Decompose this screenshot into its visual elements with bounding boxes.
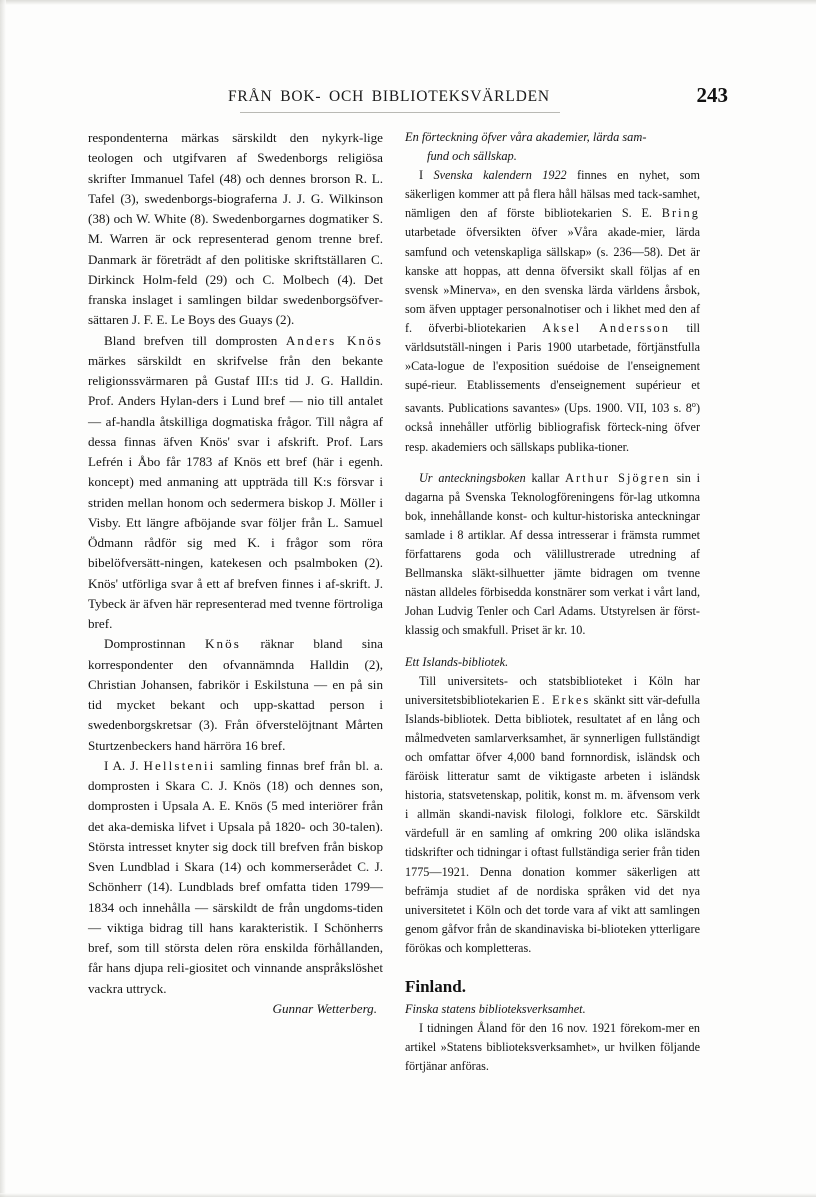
book-title-ur-anteckningsboken: Ur anteckningsboken <box>419 470 526 485</box>
proper-name-anders-knos: Anders Knös <box>285 332 383 348</box>
country-heading-finland: Finland. <box>405 977 466 996</box>
paragraph-spacer <box>405 457 700 469</box>
paragraph-tidningen-aland: I tidningen Åland för den 16 nov. 1921 förekom-mer en artikel »Statens biblioteksverksamhet», ur hvilken följande förtjänar anföras. <box>405 1021 700 1074</box>
running-head-rule <box>240 112 560 113</box>
paragraph-text-mid: finnes en nyhet, som säkerligen kommer att på flera håll hälsas med tack-samhet, nämligen den af förste bibliotekarien S. E. <box>405 168 700 221</box>
proper-name-aksel-andersson: Aksel Andersson <box>542 320 671 335</box>
paragraph-islands-bibliotek <box>405 672 700 958</box>
article-signature: Gunnar Wetterberg. <box>272 1000 377 1016</box>
section-heading-finska-statens: Finska statens biblioteksverksamhet. <box>405 1002 586 1016</box>
paragraph-svenska-kalendern <box>405 166 700 456</box>
right-column <box>405 128 700 1076</box>
paragraph-text-pre: Bland brefven till domprosten <box>104 332 286 348</box>
paragraph-text-pre: I A. J. <box>104 757 144 773</box>
running-head <box>88 83 728 116</box>
section-heading-line-2: fund och sällskap. <box>427 149 517 164</box>
section-spacer <box>405 641 700 653</box>
left-column <box>88 128 383 1076</box>
paragraph-text-post: skänkt sitt vär-defulla Islands-bibliotek. Detta bibliotek, resultatet af en lång och målmedveten samlarverksamhet, är synnerligen fullständigt och omfattar öfver 4,000 band fornnordisk, isländsk och färöisk litteratur samt de viktigaste arbeten i isländsk historia, statsvetenskap, politik, konst m. m. äfvensom verk i allmän skandi-navisk filologi, folklore etc. Särskildt värdefull är en samling af omkring 200 olika isländska tidskrifter och tidningar i oftast fullständiga serier från tiden 1775—1921. Denna donation kommer säkerligen att befrämja studiet af de nordiska språken vid det nya universitetet i Köln och det torde vara af vikt att samlingen genom gåfvor från de skandinaviska bi-blioteken ytterligare förökas och kompletteras. <box>405 692 701 955</box>
proper-name-knos: Knös <box>204 636 241 652</box>
scan-edge-top <box>0 0 816 5</box>
paragraph-hellstenii <box>88 756 383 999</box>
proper-name-hellstenii: Hellstenii <box>143 757 216 773</box>
paragraph-text-post: till världsutställ-ningen i Paris 1900 utarbetade, förtjänstfulla »Cata-logue de l'exposition suédoise de l'enseignement supé-rieur. Etablissements d'enseignement supérieur et savants. Publications savantes» (Ups. 1900. VII, 103 s. 8 <box>405 320 700 416</box>
section-heading-islands-bibliotek: Ett Islands-bibliotek. <box>405 654 509 669</box>
scan-edge-bottom <box>0 1193 816 1197</box>
superscript-octavo: o <box>691 400 696 410</box>
page-number: 243 <box>696 83 728 107</box>
paragraph-text-pre: Till universitets- och statsbiblioteket i Köln har universitetsbibliotekarien <box>405 673 700 707</box>
paragraph-anders-knos <box>88 331 383 635</box>
body-columns <box>88 128 700 1076</box>
running-head-title: FRÅN BOK- OCH BIBLIOTEKSVÄRLDEN <box>228 88 550 105</box>
proper-name-e-erkes: E. Erkes <box>532 692 591 707</box>
section-heading-forteckning <box>405 128 700 166</box>
paragraph-text-mid: kallar <box>525 470 566 485</box>
proper-name-bring: Bring <box>661 206 700 221</box>
scan-edge-left <box>0 0 6 1197</box>
book-title-svenska-kalendern: Svenska kalendern 1922 <box>433 168 567 183</box>
proper-name-arthur-sjogren: Arthur Sjögren <box>565 470 671 485</box>
paragraph-text-pre: Domprostinnan <box>104 636 205 652</box>
paragraph-text-post: räknar bland sina korrespondenter den ofvannämnda Halldin (2), Christian Johansen, fabrikör i Eskilstuna — en på sin tid mycket bekant och upp-skattad person i swedenborgskretsar (3). Från öfverstelöjtnant Mårten Sturtzenbeckers hand härröra 16 bref. <box>88 636 383 753</box>
paragraph-domprostinnan-knos <box>88 634 383 756</box>
paragraph-text-tail: ) också innehåller utförlig bibliografisk förteck-ning öfver resp. akademiers och sällskaps publika-tioner. <box>405 401 700 454</box>
section-heading-line-1: En förteckning öfver våra akademier, lärda sam- <box>405 130 647 144</box>
paragraph-text-post: samling finnas bref från bl. a. domprosten i Skara C. J. Knös (18) och dennes son, domprosten i Upsala A. E. Knös (5 med interiörer från det aka-demiska lifvet i Upsala på 1820- och 30-talen). Största intresset knyter sig dock till brefven från biskop Sven Lundblad i Skara (14) och kommerserådet C. J. Schönherr (14). Lundblads bref omfatta tiden 1799—1834 och innehålla — särskildt de från ungdoms-tiden — viktiga bidrag till hans karakteristik. I Schönherrs bref, som till största delen röra enskilda förhållanden, får hans djupa reli-giositet och vinnande anspråkslöshet vackra uttryck. <box>88 757 383 996</box>
country-section-spacer <box>405 958 700 974</box>
paragraph-continuation: respondenterna märkas särskildt den nykyrk-lige teologen och utgifvaren af Swedenborgs religiösa skrifter Immanuel Tafel (48) och dennes brorson R. L. Tafel (3), swedenborgs-biograferna J. J. G. Wilkinson (38) och W. White (8). Swedenborgarnes dogmatiker S. M. Warren är ock representerad genom trenne bref. Danmark är företrädt af den politiske skriftställaren C. Dirkinck Holm-feld (29) och C. Molbech (4). Det franska inslaget i samlingen bildar swedenborgsöfver-sättaren J. F. E. Le Boys des Guays (2). <box>88 130 383 328</box>
paragraph-text-post: märkes särskildt en skrifvelse från den bekante religionssvärmaren på Gustaf III:s tid J. G. Halldin. Prof. Anders Hylan-ders i Lund bref — nio till antalet — af-handla åtskilliga dogmatiska frågor. Till några af dessa finnas äfven Knös' svar i afskrift. Prof. Lars Lefrén i Åbo får 1783 af Knös ett bref (här i egenh. koncept) med anmaning att uppträda till K:s försvar i striden mellan honom och sedermera biskop J. Möller i Visby. Ett längre afböjande svar följer från L. Samuel Ödmann rådför sig med K. i frågor som röra bibelöfversätt-ningen, katekesen och psalmboken (2). Knös' utförliga svar å ett af brefven finnes i af-skrift. J. Tybeck är äfven här representerad med tvenne förtroliga bref. <box>88 352 383 631</box>
paragraph-ur-anteckningsboken <box>405 469 700 641</box>
paragraph-text-mid-2: utarbetade öfversikten öfver »Våra akade-mier, lärda samfund och vetenskapliga sällskap» (s. 236—58). Det är kanske att hoppas, att denna öfversikt skall följas af en svensk »Minerva», en den svenska lärda världens årsbok, som äfven upptager personalnotiser och i likhet med den af f. öfverbi-bliotekarien <box>405 225 700 335</box>
paragraph-text-post: sin i dagarna på Svenska Teknologföreningens för-lag utkomna bok, innehållande konst- och kultur-historiska anteckningar samlade i 8 artiklar. Af dessa intresserar i främsta rummet författarens goda och välillustrerade utredning af Bellmanska släkt-silhuetter jämte bidragen om tvenne nästan alldeles förbisedda konstnärer som verkat i vårt land, Johan Ludvig Tenler och Carl Adams. Utstyrelsen är först-klassig och smakfull. Priset är kr. 10. <box>405 470 700 638</box>
paragraph-text-pre: I <box>419 168 434 183</box>
